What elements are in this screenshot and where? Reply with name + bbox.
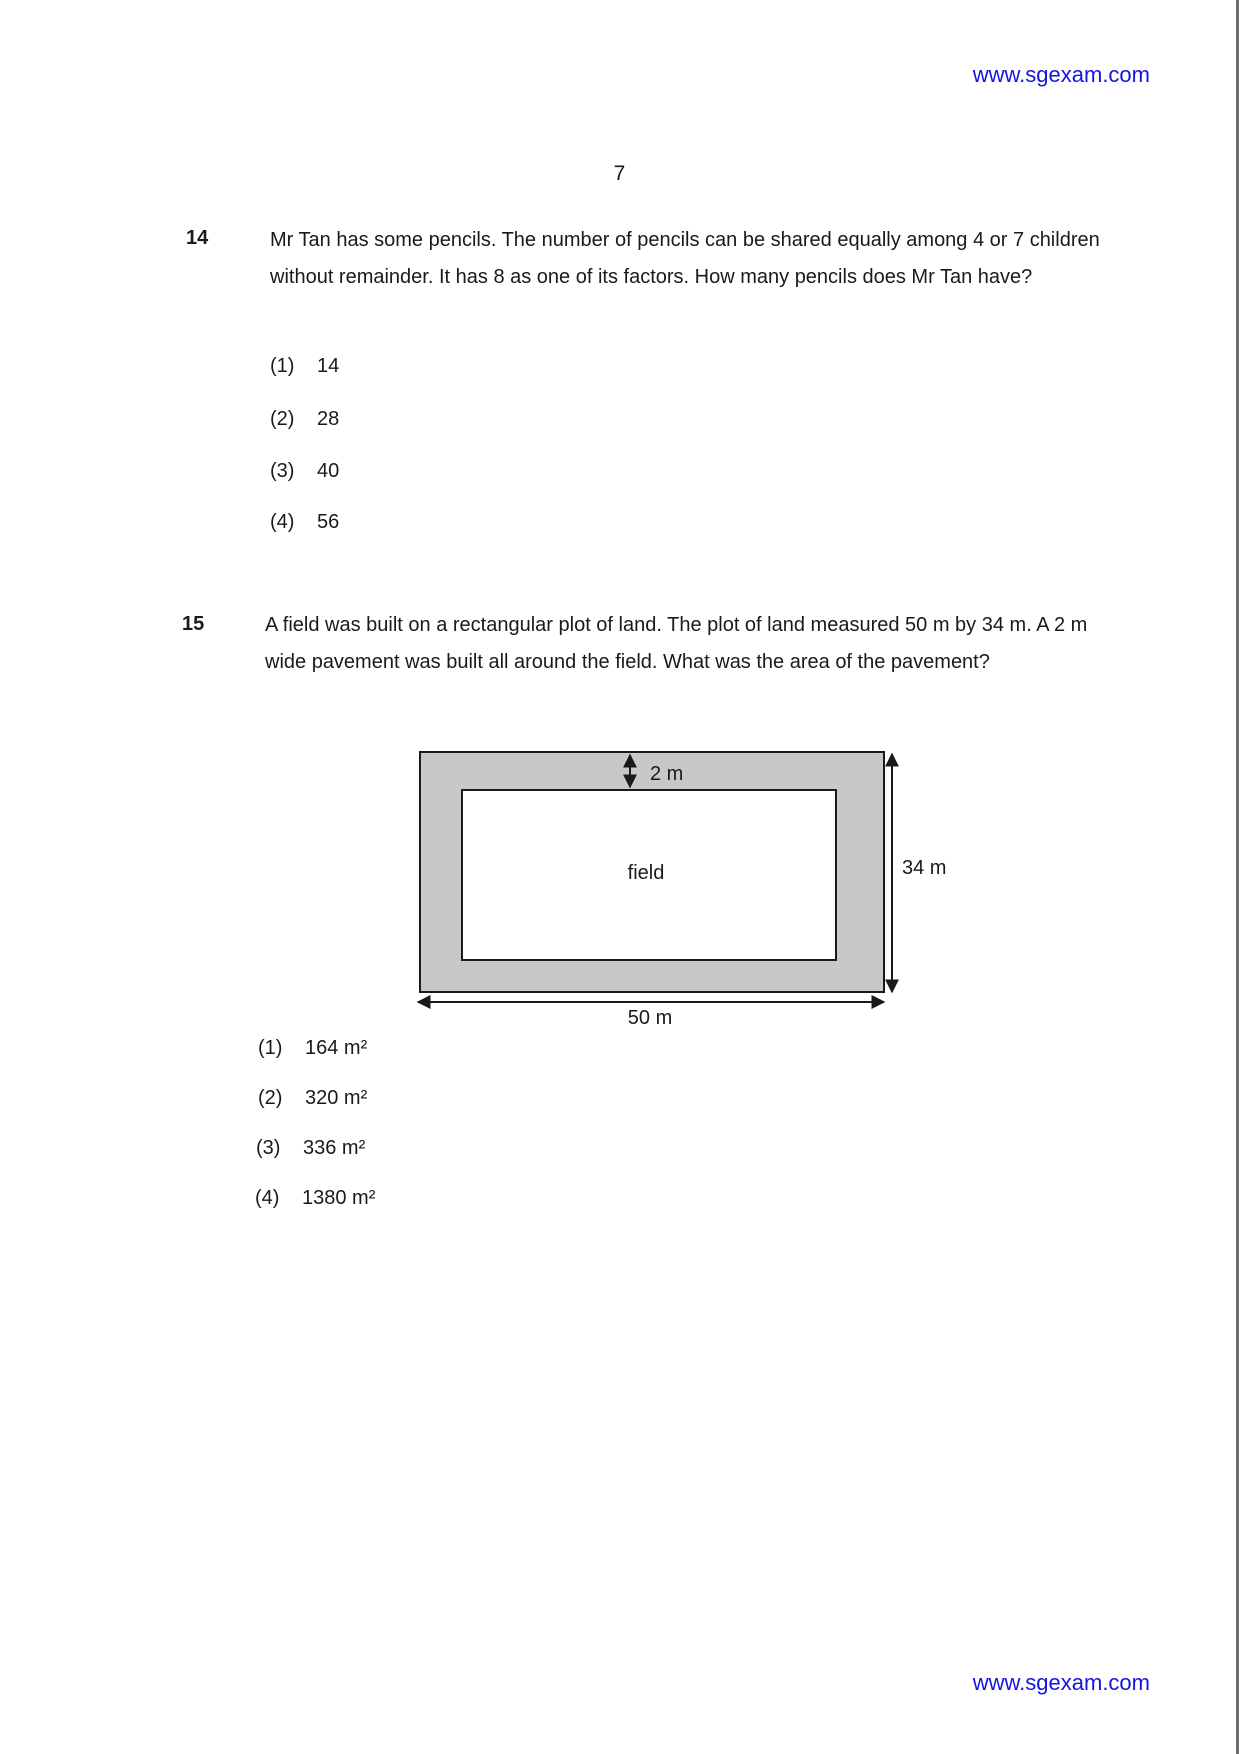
question-14-option-1 bbox=[270, 355, 339, 378]
option-value: 28 bbox=[317, 408, 340, 430]
pavement-width-label: 2 m bbox=[650, 763, 684, 785]
question-15-option-4 bbox=[255, 1187, 375, 1210]
option-value: 40 bbox=[317, 460, 340, 482]
question-15-option-1 bbox=[258, 1037, 367, 1060]
option-label: (2) bbox=[270, 408, 295, 430]
footer-website-link[interactable]: www.sgexam.com bbox=[972, 1670, 1150, 1695]
field-label: field bbox=[627, 862, 665, 884]
question-15-number: 15 bbox=[182, 613, 205, 635]
question-14-option-4 bbox=[270, 511, 339, 534]
option-value: 164 m² bbox=[305, 1037, 368, 1059]
option-label: (4) bbox=[270, 511, 295, 533]
option-label: (1) bbox=[258, 1037, 283, 1059]
question-14-number: 14 bbox=[186, 227, 209, 249]
option-value: 1380 m² bbox=[302, 1187, 376, 1209]
option-value: 320 m² bbox=[305, 1087, 368, 1109]
width-label: 50 m bbox=[627, 1007, 673, 1029]
question-15-option-2 bbox=[258, 1087, 367, 1110]
option-label: (3) bbox=[256, 1137, 281, 1159]
option-value: 56 bbox=[317, 511, 340, 533]
option-label: (3) bbox=[270, 460, 295, 482]
question-14-option-2 bbox=[270, 408, 339, 431]
option-value: 14 bbox=[317, 355, 340, 377]
question-14-option-3 bbox=[270, 460, 339, 483]
option-value: 336 m² bbox=[303, 1137, 366, 1159]
page-number: 7 bbox=[613, 162, 626, 185]
option-label: (4) bbox=[255, 1187, 280, 1209]
header-website-link[interactable]: www.sgexam.com bbox=[972, 62, 1150, 87]
height-label: 34 m bbox=[902, 857, 947, 879]
option-label: (2) bbox=[258, 1087, 283, 1109]
pavement-field-diagram bbox=[410, 742, 970, 1032]
question-14-text: Mr Tan has some pencils. The number of pencils can be shared equally among 4 or 7 children without remainder. It has 8 as one of its factors. How many pencils does Mr Tan have? bbox=[270, 229, 1100, 288]
option-label: (1) bbox=[270, 355, 295, 377]
question-15-option-3 bbox=[256, 1137, 365, 1160]
question-15-text: A field was built on a rectangular plot of land. The plot of land measured 50 m by 34 m. A 2 m wide pavement was built all around the field. What was the area of the pavement? bbox=[265, 614, 1088, 673]
